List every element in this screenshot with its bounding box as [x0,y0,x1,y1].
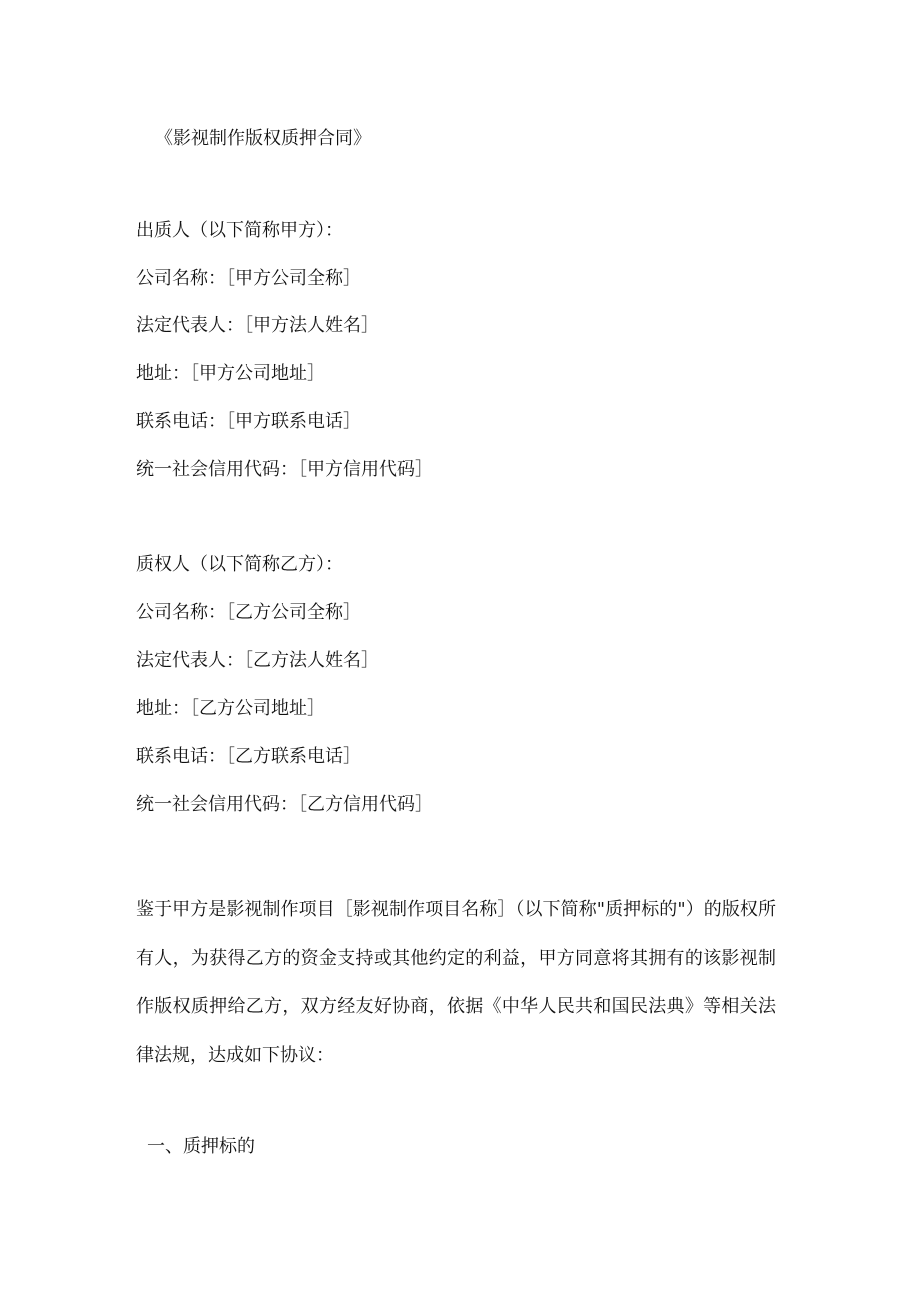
contract-title: 《影视制作版权质押合同》 [155,128,371,149]
party-a-address: 地址：［甲方公司地址］ [136,363,325,384]
party-a-company: 公司名称：［甲方公司全称］ [136,268,361,289]
party-a-phone: 联系电话：［甲方联系电话］ [136,411,361,432]
party-b-phone: 联系电话：［乙方联系电话］ [136,746,361,767]
section-1-heading: 一、质押标的 [147,1136,255,1157]
party-a-representative: 法定代表人：［甲方法人姓名］ [136,315,379,336]
party-a-heading: 出质人（以下简称甲方）： [136,220,343,241]
party-b-heading: 质权人（以下简称乙方）： [136,554,343,575]
party-b-representative: 法定代表人：［乙方法人姓名］ [136,650,379,671]
party-a-credit-code: 统一社会信用代码：［甲方信用代码］ [136,459,433,480]
party-b-credit-code: 统一社会信用代码：［乙方信用代码］ [136,794,433,815]
party-b-address: 地址：［乙方公司地址］ [136,698,325,719]
preamble-paragraph: 鉴于甲方是影视制作项目［影视制作项目名称］（以下简称"质押标的"）的版权所有人，为获得乙方的资金支持或其他约定的利益，甲方同意将其拥有的该影视制作版权质押给乙方，双方经友好协商，依据《中华人民共和国民法典》等相关法律法规，达成如下协议： [136,899,776,1066]
party-b-company: 公司名称：［乙方公司全称］ [136,602,361,623]
